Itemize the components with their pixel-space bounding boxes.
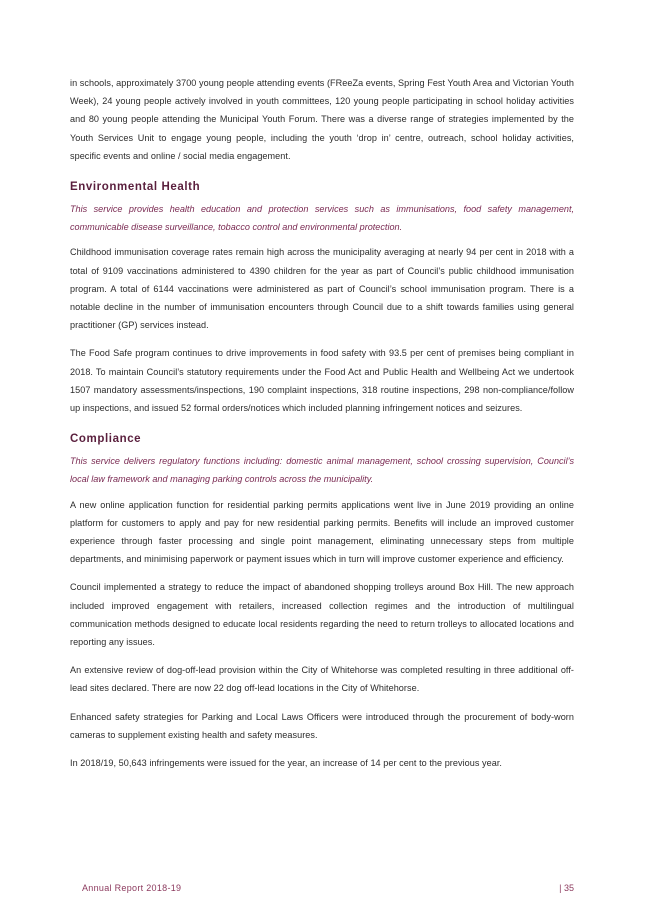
intro-paragraph: in schools, approximately 3700 young people attending events (FReeZa events, Spring Fest Youth Area and Victorian Youth Week), 24 young people actively involved in youth committees, 120 young people participating in school holiday activities and 80 young people attending the Municipal Youth Forum. There was a diverse range of strategies implemented by the Youth Services Unit to engage young people, including the youth ‘drop in’ centre, outreach, school holiday activities, specific events and online / social media engagement. xyxy=(70,78,574,161)
footer-report-title: Annual Report 2018-19 xyxy=(82,883,182,893)
compliance-paragraph-3: An extensive review of dog-off-lead provision within the City of Whitehorse was completed resulting in three additional off-lead sites declared. There are now 22 dog off-lead locations in the City of Whitehorse. xyxy=(70,665,574,694)
compliance-heading: Compliance xyxy=(70,433,142,446)
page-content xyxy=(70,74,574,782)
environmental-health-heading: Environmental Health xyxy=(70,181,201,194)
compliance-paragraph-1: A new online application function for residential parking permits applications went live in June 2019 providing an online platform for customers to apply and pay for new residential parking permits. Benefits will include an improved customer experience through faster processing and single point management, eliminating unnecessary steps from multiple departments, and minimising paperwork or payment issues which in turn will improve customer experience and efficiency. xyxy=(70,499,574,565)
environmental-health-paragraph-2: The Food Safe program continues to drive improvements in food safety with 93.5 per cent of premises being compliant in 2018. To maintain Council’s statutory requirements under the Food Act and Public Health and Wellbeing Act we undertook 1507 mandatory assessments/inspections, 190 complaint inspections, 318 routine inspections, 298 non-compliance/follow up inspections, and issued 52 formal orders/notices which included planning infringement notices and seizures. xyxy=(70,348,574,414)
compliance-paragraph-4: Enhanced safety strategies for Parking and Local Laws Officers were introduced through the procurement of body-worn cameras to supplement existing health and safety measures. xyxy=(70,711,574,740)
compliance-summary: This service delivers regulatory functions including: domestic animal management, school crossing supervision, Council’s local law framework and managing parking controls across the municipality. xyxy=(70,456,574,485)
compliance-paragraph-5: In 2018/19, 50,643 infringements were issued for the year, an increase of 14 per cent to the previous year. xyxy=(70,758,503,769)
compliance-paragraph-2: Council implemented a strategy to reduce the impact of abandoned shopping trolleys around Box Hill. The new approach included improved engagement with retailers, increased collection regimes and the introduction of multilingual communication methods designed to educate local residents regarding the need to return trolleys to allocated locations and reporting any issues. xyxy=(70,582,574,648)
footer-page-number: | 35 xyxy=(559,883,574,893)
environmental-health-summary: This service provides health education and protection services such as immunisations, food safety management, communicable disease surveillance, tobacco control and environmental protection. xyxy=(70,204,574,233)
environmental-health-paragraph-1: Childhood immunisation coverage rates remain high across the municipality averaging at nearly 94 per cent in 2018 with a total of 9109 vaccinations administered to 4390 children for the year as part of Council’s public childhood immunisation program. A total of 6144 vaccinations were administered as part of Council’s school immunisation program. There is a notable decline in the number of immunisation encounters through Council due to a shift towards families using general practitioner (GP) services instead. xyxy=(70,247,574,331)
